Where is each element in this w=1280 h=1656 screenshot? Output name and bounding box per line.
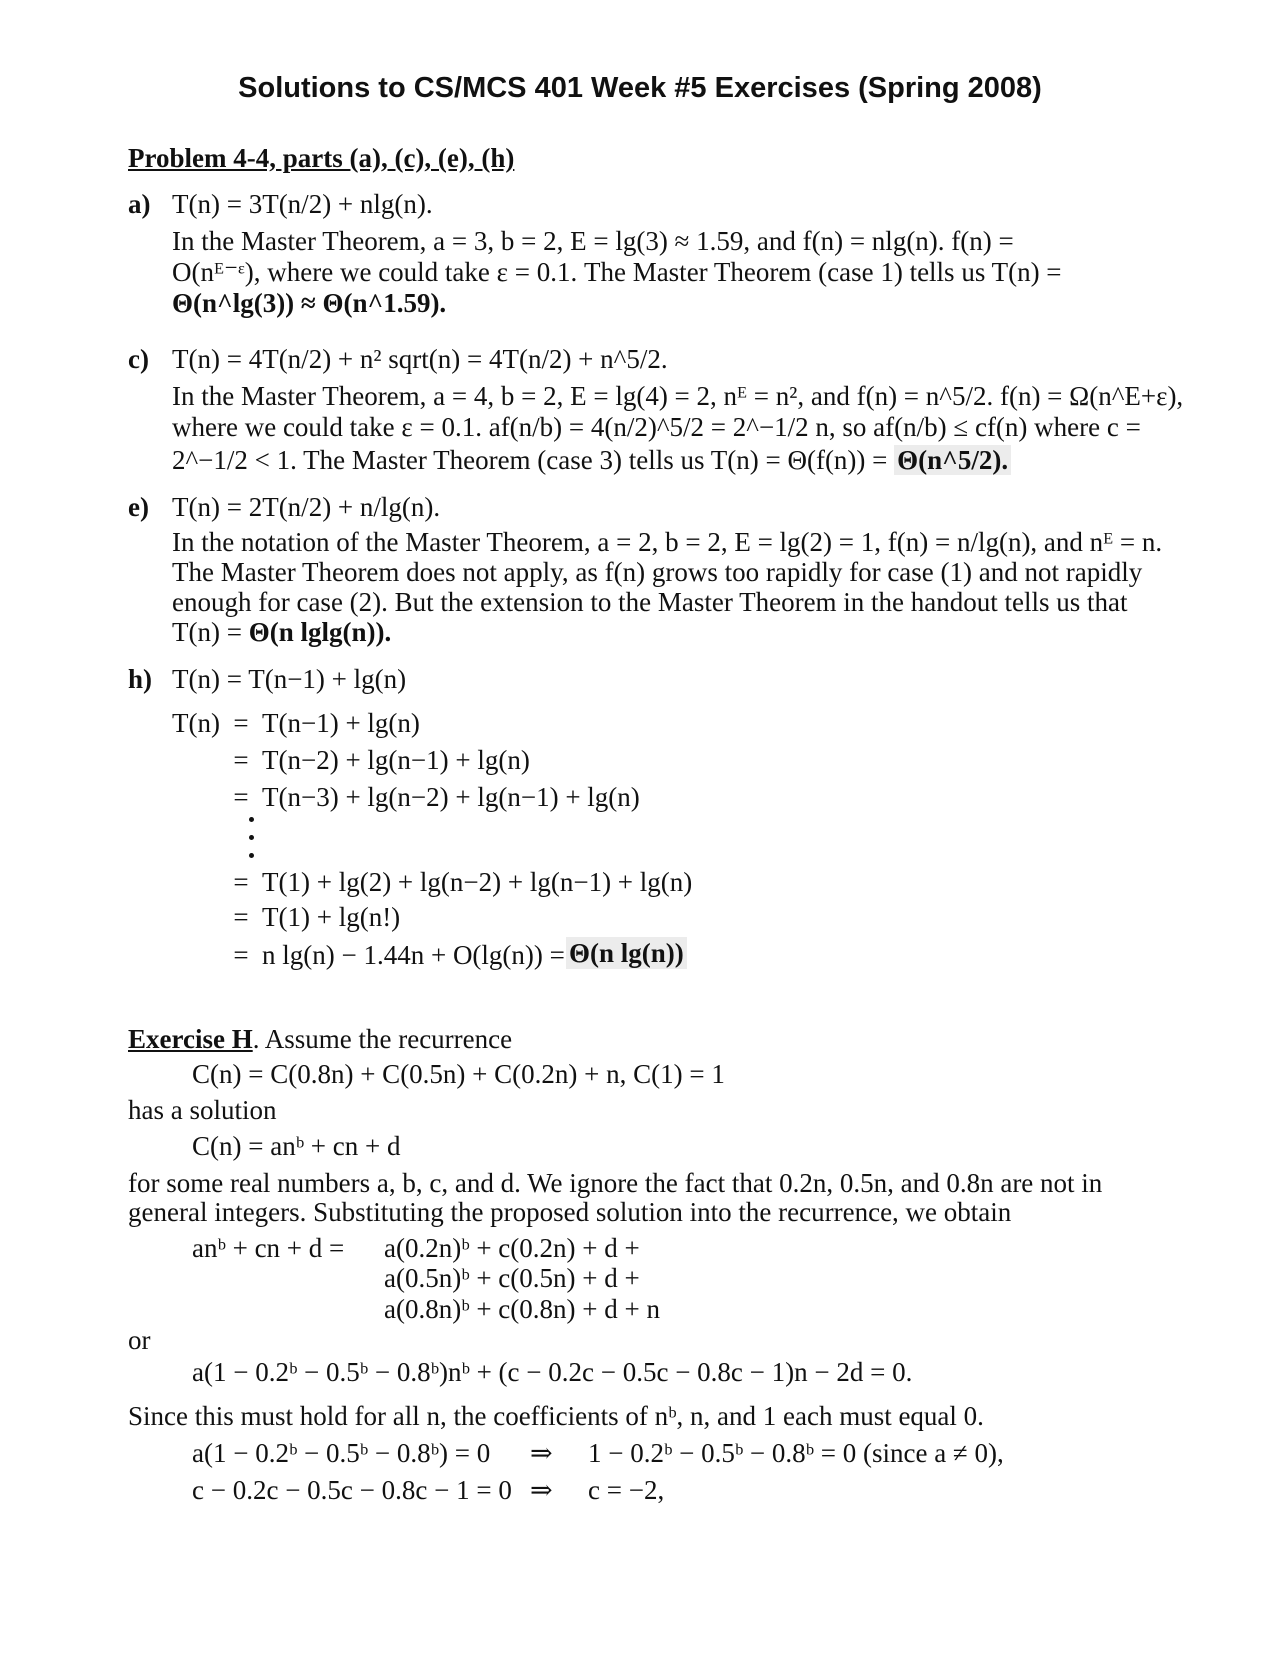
part-c-line-1: In the Master Theorem, a = 4, b = 2, E = lg(4) = 2, nᴱ = n², and f(n) = n^5/2. f(n) = Ω(n^E+ε), [172,381,1184,411]
part-a-line-2: O(nᴱ⁻ᵋ), where we could take ε = 0.1. The Master Theorem (case 1) tells us T(n) = [172,257,1062,287]
implies-icon: ⇒ [530,1475,553,1505]
exercise-h-sub-lhs: anᵇ + cn + d = [192,1233,345,1263]
part-h-step-6: n lg(n) − 1.44n + O(lg(n)) = [262,940,565,970]
exercise-h-intro-line [128,1023,512,1055]
exercise-h-heading: Exercise H [128,1024,253,1054]
part-e-label: e) [128,492,149,522]
part-a-line-1: In the Master Theorem, a = 3, b = 2, E = lg(3) ≈ 1.59, and f(n) = nlg(n). f(n) = [172,226,1014,256]
exercise-h-cond-2-rhs: c = −2, [588,1475,665,1505]
part-h-eq-6: = [233,940,249,970]
exercise-h-cond-1-lhs: a(1 − 0.2ᵇ − 0.5ᵇ − 0.8ᵇ) = 0 [192,1438,491,1468]
part-c-result: Θ(n^5/2). [894,445,1011,475]
ellipsis-dot [249,853,254,858]
exercise-h-text-2: general integers. Substituting the proposed solution into the recurrence, we obtain [128,1197,1012,1227]
part-c-equation: T(n) = 4T(n/2) + n² sqrt(n) = 4T(n/2) + n^5/2. [172,344,668,374]
part-h-eq-1: = [233,708,249,738]
part-h-eq-3: = [233,782,249,812]
exercise-h-solution: C(n) = anᵇ + cn + d [192,1131,401,1161]
part-h-eq-5: = [233,902,249,932]
part-h-step-3: T(n−3) + lg(n−2) + lg(n−1) + lg(n) [262,782,640,812]
part-h-eq-4: = [233,867,249,897]
page-title: Solutions to CS/MCS 401 Week #5 Exercises (Spring 2008) [238,72,1042,104]
part-a-label: a) [128,189,151,219]
exercise-h-cond-2-lhs: c − 0.2c − 0.5c − 0.8c − 1 = 0 [192,1475,512,1505]
part-h-result: Θ(n lg(n)) [566,937,687,969]
exercise-h-has-solution: has a solution [128,1095,277,1125]
exercise-h-text-1: for some real numbers a, b, c, and d. We ignore the fact that 0.2n, 0.5n, and 0.8n are not in [128,1168,1103,1198]
exercise-h-intro: . Assume the recurrence [252,1024,513,1054]
exercise-h-sub-rhs-1: a(0.2n)ᵇ + c(0.2n) + d + [384,1233,640,1263]
part-e-line-1: In the notation of the Master Theorem, a = 2, b = 2, E = lg(2) = 1, f(n) = n/lg(n), and nᴱ = n. [172,527,1163,557]
ellipsis-dot [249,817,254,822]
part-h-label: h) [128,664,153,694]
part-h-header: T(n) = T(n−1) + lg(n) [172,664,407,694]
exercise-h-combined: a(1 − 0.2ᵇ − 0.5ᵇ − 0.8ᵇ)nᵇ + (c − 0.2c − 0.5c − 0.8c − 1)n − 2d = 0. [192,1357,913,1387]
part-e-line-4 [172,616,391,648]
part-e-line-2: The Master Theorem does not apply, as f(n) grows too rapidly for case (1) and not rapidly [172,557,1143,587]
exercise-h-cond-1-rhs: 1 − 0.2ᵇ − 0.5ᵇ − 0.8ᵇ = 0 (since a ≠ 0), [588,1438,1004,1468]
part-c-line-3 [172,444,1011,476]
part-h-eq-2: = [233,745,249,775]
part-h-lhs: T(n) [172,708,220,738]
exercise-h-since: Since this must hold for all n, the coefficients of nᵇ, n, and 1 each must equal 0. [128,1401,984,1431]
part-e-line-3: enough for case (2). But the extension to the Master Theorem in the handout tells us that [172,587,1128,617]
exercise-h-recurrence: C(n) = C(0.8n) + C(0.5n) + C(0.2n) + n, C(1) = 1 [192,1059,725,1089]
ellipsis-dot [249,835,254,840]
part-h-step-5: T(1) + lg(n!) [262,902,401,932]
part-h-step-1: T(n−1) + lg(n) [262,708,420,738]
problem-heading: Problem 4-4, parts (a), (c), (e), (h) [128,143,515,173]
exercise-h-sub-rhs-2: a(0.5n)ᵇ + c(0.5n) + d + [384,1263,640,1293]
part-e-equation: T(n) = 2T(n/2) + n/lg(n). [172,492,441,522]
part-h-step-4: T(1) + lg(2) + lg(n−2) + lg(n−1) + lg(n) [262,867,693,897]
part-a-result: Θ(n^lg(3)) ≈ Θ(n^1.59). [172,288,447,318]
exercise-h-or: or [128,1325,151,1355]
part-c-line-2: where we could take ε = 0.1. af(n/b) = 4(n/2)^5/2 = 2^−1/2 n, so af(n/b) ≤ cf(n) where c = [172,412,1141,442]
part-a-equation: T(n) = 3T(n/2) + nlg(n). [172,189,433,219]
part-e-result: Θ(n lglg(n)). [248,617,392,647]
part-e-line-4-prefix: T(n) = [172,617,242,647]
implies-icon: ⇒ [530,1438,553,1468]
exercise-h-sub-rhs-3: a(0.8n)ᵇ + c(0.8n) + d + n [384,1294,660,1324]
part-c-label: c) [128,344,149,374]
part-h-step-2: T(n−2) + lg(n−1) + lg(n) [262,745,530,775]
part-c-line-3-text: 2^−1/2 < 1. The Master Theorem (case 3) tells us T(n) = Θ(f(n)) = [172,445,888,475]
